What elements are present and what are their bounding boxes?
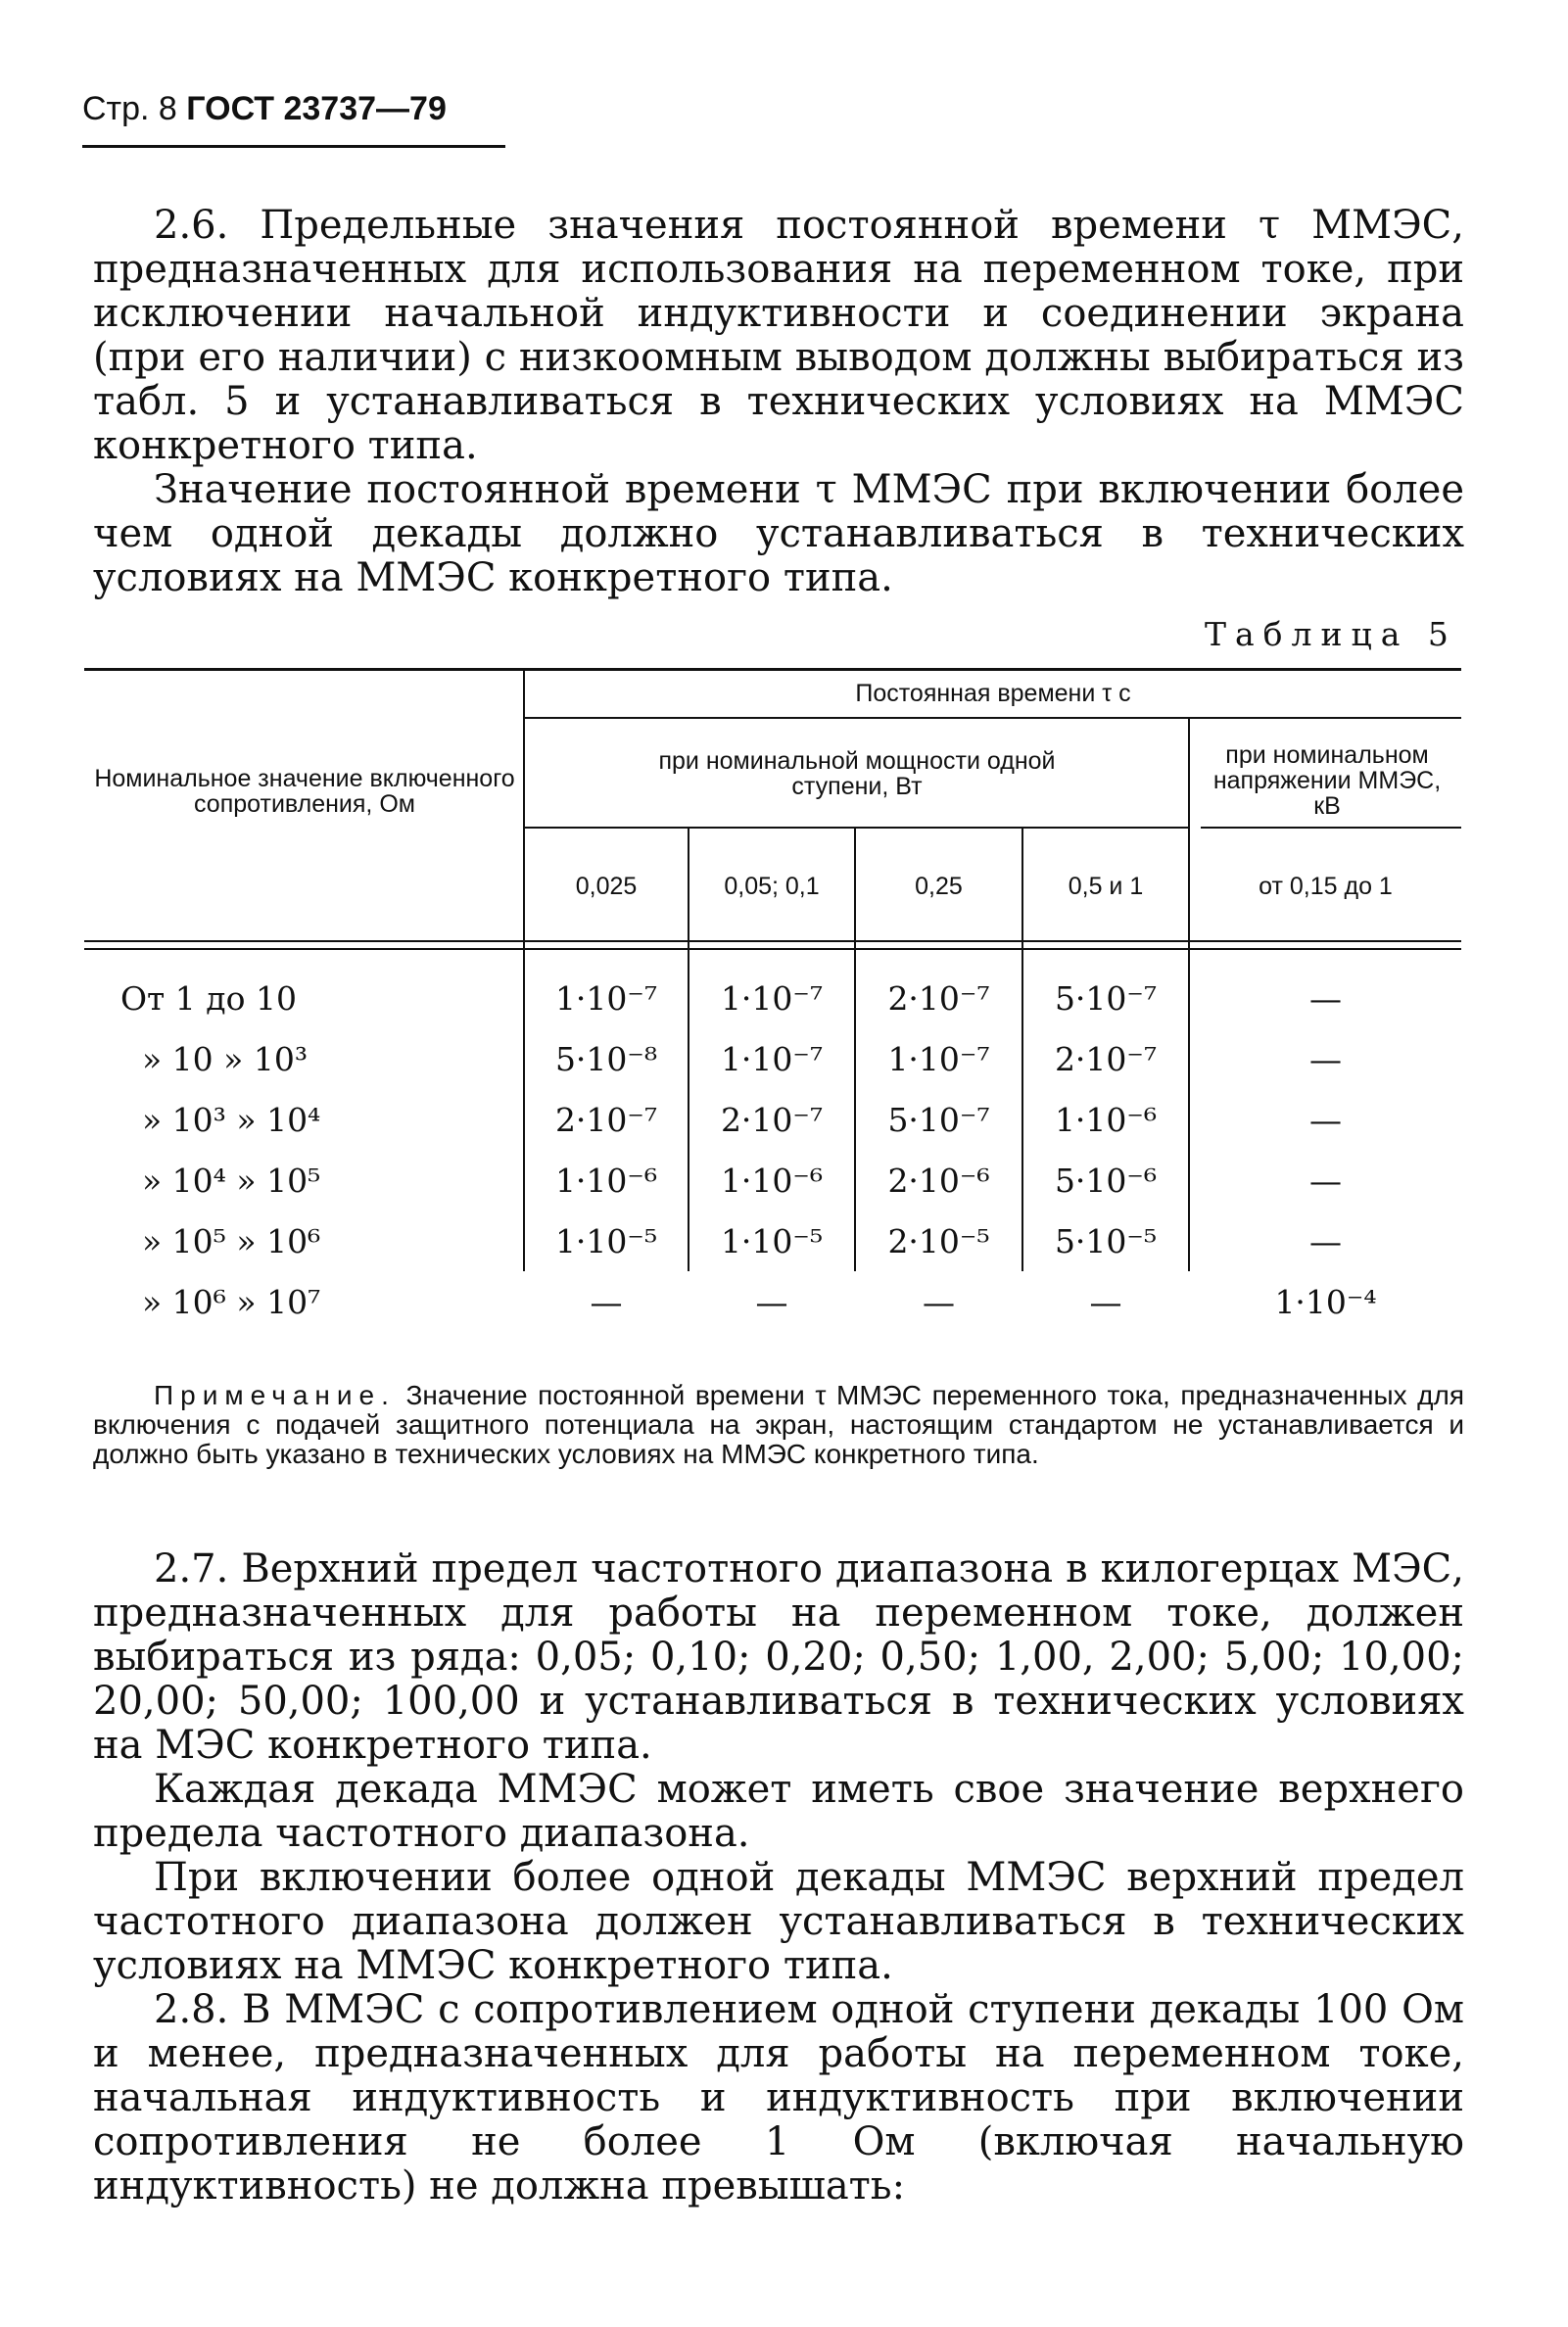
table-hline <box>1201 827 1461 829</box>
paragraph-2-6-continued: Значение постоянной времени τ ММЭС при включении более чем одной декады должно устанавливаться в технических условиях на ММЭС конкретного типа. <box>93 467 1464 600</box>
paragraph-2-6: 2.6. Предельные значения постоянной времени τ ММЭС, предназначенных для использования на переменном токе, при исключении начальной индуктивности и соединении экрана (при его наличии) с низкоомным выводом должны выбираться из табл. 5 и устанавливаться в технических условиях на ММЭС конкретного типа. <box>93 203 1464 468</box>
row-label: » 10⁶ » 10⁷ <box>142 1283 321 1321</box>
note-text: Значение постоянной времени τ ММЭС переменного тока, предназначенных для включения с подачей защитного потенциала на экран, настоящим стандартом не устанавливается и должно быть указано в технических условиях на ММЭС конкретного типа. <box>93 1380 1465 1469</box>
column-header-0-05-0-1: 0,05; 0,1 <box>724 873 820 900</box>
table-cell: 5·10⁻⁶ <box>1054 1162 1158 1200</box>
note-label: Примечание. <box>154 1380 396 1410</box>
table-cell: 1·10⁻⁶ <box>720 1162 824 1200</box>
table-cell: — <box>1309 1040 1342 1078</box>
table-cell: 1·10⁻⁵ <box>554 1222 658 1260</box>
row-label: » 10 » 10³ <box>142 1040 309 1078</box>
table-top-rule <box>84 668 1461 671</box>
table-caption: Таблица 5 <box>1205 615 1457 653</box>
table-cell: 5·10⁻⁸ <box>554 1040 658 1078</box>
table-cell: 2·10⁻⁵ <box>887 1222 990 1260</box>
table-cell: 2·10⁻⁷ <box>720 1101 824 1139</box>
table-cell: 1·10⁻⁷ <box>720 1040 824 1078</box>
column-header-0-025: 0,025 <box>575 873 638 900</box>
row-label: » 10³ » 10⁴ <box>142 1101 321 1139</box>
gost-number: ГОСТ 23737—79 <box>186 90 447 127</box>
table-hline <box>523 717 1461 719</box>
table-cell: — <box>1089 1283 1122 1321</box>
paragraph-2-8: 2.8. В ММЭС с сопротивлением одной ступени декады 100 Ом и менее, предназначенных для работы на переменном токе, начальная индуктивность и индуктивность при включении сопротивления не более 1 Ом (включая начальную индуктивность) не должна превышать: <box>93 1987 1464 2208</box>
table-cell: 1·10⁻⁶ <box>554 1162 658 1200</box>
table-header-rule-1 <box>84 940 1461 942</box>
column-header-0-25: 0,25 <box>915 873 963 900</box>
table-cell: 1·10⁻⁶ <box>1054 1101 1158 1139</box>
page-header <box>82 90 447 128</box>
table-cell: 1·10⁻⁷ <box>887 1040 990 1078</box>
paragraph-2-7: 2.7. Верхний предел частотного диапазона в килогерцах МЭС, предназначенных для работы на переменном токе, должен выбираться из ряда: 0,05; 0,10; 0,20; 0,50; 1,00, 2,00; 5,00; 10,00; 20,00; 50,00; 100,00 и устанавливаться в технических условиях на МЭС конкретного типа. <box>93 1546 1464 1768</box>
subheader-voltage: при номинальном напряжении ММЭС, кВ <box>1212 741 1442 820</box>
table-cell: — <box>590 1283 623 1321</box>
table-cell: 5·10⁻⁷ <box>887 1101 990 1139</box>
table-cell: — <box>1309 1162 1342 1200</box>
row-label: » 10⁵ » 10⁶ <box>142 1222 321 1260</box>
paragraph-2-7-multi: При включении более одной декады ММЭС верхний предел частотного диапазона должен устанавливаться в технических условиях на ММЭС конкретного типа. <box>93 1855 1464 1988</box>
column-header-voltage-range: от 0,15 до 1 <box>1259 873 1393 900</box>
column-header-0-5-1: 0,5 и 1 <box>1068 873 1144 900</box>
table-cell: 2·10⁻⁶ <box>887 1162 990 1200</box>
page-number: Стр. 8 <box>82 90 177 127</box>
row-label: » 10⁴ » 10⁵ <box>142 1162 321 1200</box>
table-cell: 1·10⁻⁵ <box>720 1222 824 1260</box>
table-cell: 1·10⁻⁴ <box>1274 1283 1377 1321</box>
table-hline <box>523 827 1189 829</box>
table-cell: 2·10⁻⁷ <box>1054 1040 1158 1078</box>
table-cell: — <box>1309 1101 1342 1139</box>
table-header-rule-2 <box>84 948 1461 950</box>
group-header-time-constant: Постоянная времени τ с <box>855 680 1131 707</box>
table-cell: 5·10⁻⁷ <box>1054 979 1158 1018</box>
table-cell: 2·10⁻⁷ <box>554 1101 658 1139</box>
table-cell: — <box>1309 979 1342 1018</box>
row-label: От 1 до 10 <box>120 979 297 1018</box>
table-cell: — <box>1309 1222 1342 1260</box>
table-cell: 1·10⁻⁷ <box>720 979 824 1018</box>
paragraph-2-7-decade: Каждая декада ММЭС может иметь свое значение верхнего предела частотного диапазона. <box>93 1767 1464 1856</box>
column-header-resistance: Номинальное значение включенного сопротивления, Ом <box>94 765 515 818</box>
header-rule <box>82 145 505 148</box>
table-cell: 5·10⁻⁵ <box>1054 1222 1158 1260</box>
subheader-power: при номинальной мощности одной ступени, Вт <box>658 747 1056 800</box>
table-cell: — <box>923 1283 955 1321</box>
table-cell: — <box>755 1283 788 1321</box>
table-cell: 1·10⁻⁷ <box>554 979 658 1018</box>
table-note <box>93 1381 1464 1469</box>
table-cell: 2·10⁻⁷ <box>887 979 990 1018</box>
